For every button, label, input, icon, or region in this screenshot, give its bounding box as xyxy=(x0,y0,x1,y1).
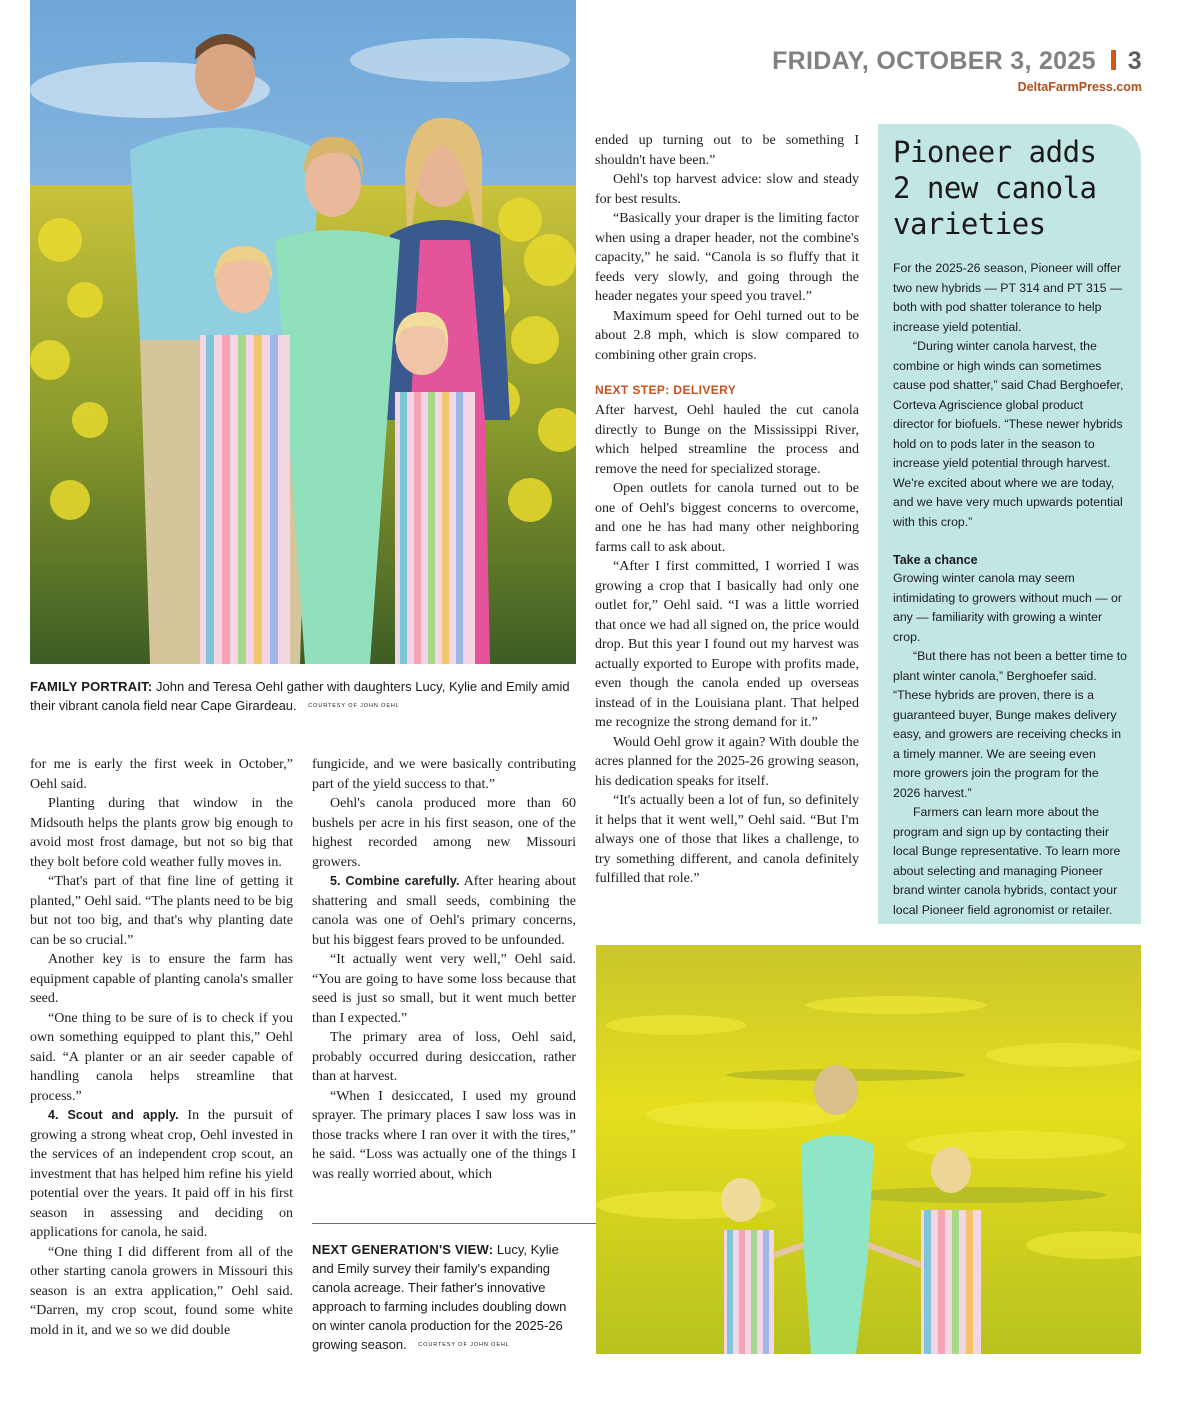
numbered-subhead: 5. Combine carefully. xyxy=(330,874,460,888)
issue-date: FRIDAY, OCTOBER 3, 2025 xyxy=(772,47,1096,75)
paragraph: Open outlets for canola turned out to be one of Oehl's biggest concerns to overcome, and one he has had many other neighboring farms call to ask about. xyxy=(595,481,859,555)
paragraph: “Basically your draper is the limiting factor when using a draper header, not the combine's capacity,” he said. “Canola is so fluffy that it feeds very slowly, and going through the header negates your speed you travel.” xyxy=(595,211,859,304)
paragraph: for me is early the first week in October,” Oehl said. xyxy=(30,757,293,792)
canola-field-photo xyxy=(596,945,1141,1354)
numbered-subhead: 4. Scout and apply. xyxy=(48,1108,179,1122)
photo-credit: COURTESY OF JOHN OEHL xyxy=(418,1342,510,1349)
paragraph: Oehl's top harvest advice: slow and steady for best results. xyxy=(595,172,859,207)
paragraph: “After I first committed, I worried I was growing a crop that I basically had only one outlet for,” Oehl said. “I was a little worried that once we had all signed on, the price would drop. But this year I found out my harvest was actually exported to Europe with profits made, even though the canola ended up overseas instead of in the Louisiana plant. That helped me recognize the strong demand for it.” xyxy=(595,559,859,730)
section-heading: NEXT STEP: DELIVERY xyxy=(595,383,737,397)
paragraph: Oehl's canola produced more than 60 bushels per acre in his first season, one of the highest recorded among new Missouri growers. xyxy=(312,796,576,870)
paragraph-with-subhead xyxy=(312,872,576,950)
sidebar-paragraph: Farmers can learn more about the program and sign up by contacting their local Bunge representative. To learn more about selecting and managing Pioneer brand winter canola hybrids, contact your local Pioneer field agronomist or retailer. xyxy=(893,805,1121,917)
article-column-1 xyxy=(30,755,293,1340)
page-number: 3 xyxy=(1127,47,1142,75)
sidebar-paragraph: “But there has not been a better time to plant winter canola,” Berghoefer said. “These hybrids are proven, there is a guaranteed buyer, Bunge makes delivery easy, and growers are receiving checks in a timely manner. We are seeing even more growers join the program for the 2026 harvest.” xyxy=(893,649,1127,800)
paragraph: After harvest, Oehl hauled the cut canola directly to Bunge on the Mississippi River, which helped streamline the process and remove the need for specialized storage. xyxy=(595,403,859,477)
separator-bar xyxy=(1111,50,1116,70)
paragraph-text: In the pursuit of growing a strong wheat crop, Oehl invested in the services of an independent crop scout, an investment that has helped him refine his yield potential over the years. It paid off in his first season in assessing and deciding on applications for canola, he said. xyxy=(30,1108,294,1240)
sidebar-paragraph: Growing winter canola may seem intimidating to growers without much — or any — familiarity with growing a winter crop. xyxy=(893,571,1122,644)
masthead xyxy=(772,46,1142,96)
paragraph-text: After hearing about shattering and small seeds, combining the canola was one of Oehl's primary concerns, but his biggest fears proved to be unfounded. xyxy=(312,874,577,948)
date-line xyxy=(772,46,1142,76)
paragraph: fungicide, and we were basically contributing part of the yield success to that.” xyxy=(312,757,576,792)
paragraph: “That's part of that fine line of getting it planted,” Oehl said. “The plants need to be big but not too big, and that's why planting date can be so crucial.” xyxy=(30,874,293,948)
caption-text: John and Teresa Oehl gather with daughters Lucy, Kylie and Emily amid their vibrant canola field near Cape Girardeau. xyxy=(30,679,570,713)
caption-lead: FAMILY PORTRAIT: xyxy=(30,679,153,694)
paragraph: Planting during that window in the Midsouth helps the plants grow big enough to avoid most frost damage, but not so big that they bolt before cold weather fully moves in. xyxy=(30,796,293,870)
paragraph: “When I desiccated, I used my ground sprayer. The primary places I saw loss was in those tracks where I ran over it with the tires,” he said. “Loss was actually one of the things I was really worried about, which xyxy=(312,1088,576,1182)
sidebar-subheading: Take a chance xyxy=(893,553,978,567)
paragraph: “One thing to be sure of is to check if you own something equipped to plant this,” Oehl said. “A planter or an air seeder capable of handling canola helps streamline that process.” xyxy=(30,1010,293,1104)
caption-divider xyxy=(312,1223,596,1224)
sidebar-paragraph: “During winter canola harvest, the combine or high winds can sometimes cause pod shatter,” said Chad Berghoefer, Corteva Agriscience global product director for biofuels. “These newer hybrids hold on to pods later in the season to increase yield potential through harvest. We're excited about where we are today, and we have very much upwards potential with this crop.” xyxy=(893,339,1124,529)
paragraph-with-subhead xyxy=(30,1106,293,1243)
sidebar-title: Pioneer adds 2 new canola varieties xyxy=(893,135,1097,241)
paragraph: Another key is to ensure the farm has equipment capable of planting canola's smaller seed. xyxy=(30,952,293,1006)
paragraph: “It's actually been a lot of fun, so definitely it helps that it went well,” Oehl said. “But I'm always one of those that likes a challenge, to try something different, and canola definitely fulfilled that role.” xyxy=(595,793,859,886)
photo-credit: COURTESY OF JOHN OEHL xyxy=(308,703,400,710)
paragraph: Would Oehl grow it again? With double the acres planned for the 2025-26 growing season, his dedication speaks for itself. xyxy=(595,734,859,789)
pioneer-sidebar xyxy=(878,124,1141,924)
next-generation-caption xyxy=(312,1240,568,1355)
paragraph: Maximum speed for Oehl turned out to be about 2.8 mph, which is slow compared to combining other grain crops. xyxy=(595,308,859,363)
caption-lead: NEXT GENERATION'S VIEW: xyxy=(312,1242,494,1257)
sidebar-paragraph: For the 2025-26 season, Pioneer will offer two new hybrids — PT 314 and PT 315 — both with pod shatter tolerance to help increase yield potential. xyxy=(893,261,1123,334)
family-portrait-photo xyxy=(30,0,576,664)
site-url[interactable]: DeltaFarmPress.com xyxy=(1017,80,1142,94)
paragraph: The primary area of loss, Oehl said, probably occurred during desiccation, rather than at harvest. xyxy=(312,1030,576,1084)
paragraph: “One thing I did different from all of the other starting canola growers in Missouri this season is an extra application,” Oehl said. “Darren, my crop scout, found some white mold in it, and we so we did double xyxy=(30,1244,293,1338)
family-portrait-caption xyxy=(30,677,576,716)
article-column-2 xyxy=(312,755,576,1184)
caption-text: Lucy, Kylie and Emily survey their family's expanding canola acreage. Their father's innovative approach to farming includes doubling down on winter canola production for the 2025-26 growing season. xyxy=(312,1242,567,1352)
paragraph: ended up turning out to be something I shouldn't have been.” xyxy=(595,133,859,168)
article-column-3 xyxy=(595,131,859,889)
paragraph: “It actually went very well,” Oehl said. “You are going to have some loss because that seed is just so small, but it went much better than I expected.” xyxy=(312,952,576,1026)
